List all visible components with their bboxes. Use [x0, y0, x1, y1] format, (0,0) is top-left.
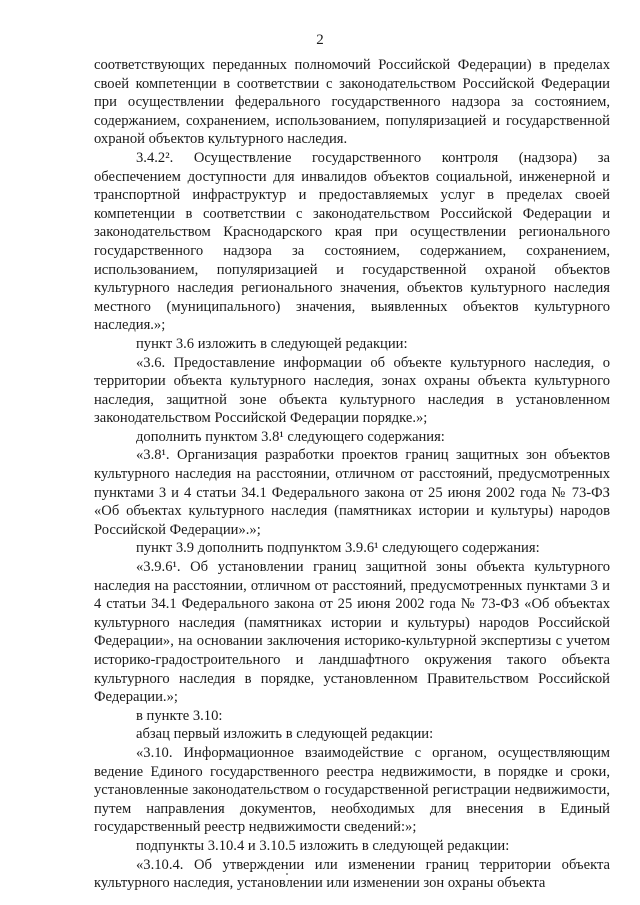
document-body [94, 56, 610, 893]
paragraph: «3.9.6¹. Об установлении границ защитной зоны объекта культурного наследия на расстоянии, отличном от расстояний, предусмотренных пунктами 3 и 4 статьи 34.1 Федерального закона от 25 июня 2002 года № 73-ФЗ «Об объектах культурного наследия (памятниках истории и культуры) народов Российской Федерации», на основании заключения историко-культурной экспертизы с учетом историко-градостроительного и ландшафтного окружения такого объекта культурного наследия в порядке, установленном Правительством Российской Федерации.»; [94, 559, 610, 706]
paragraph: соответствующих переданных полномочий Российской Федерации) в пределах своей компетенции в соответствии с законодательством Российской Федерации при осуществлении федерального государственного надзора за состоянием, содержанием, сохранением, использованием, популяризацией и государственной охраной объектов культурного наследия. [94, 57, 610, 148]
paragraph: «3.10.4. Об утверждении или изменении границ территории объекта культурного наследия, установлении или изменении зон охраны объекта [94, 856, 610, 892]
paragraph: «3.10. Информационное взаимодействие с органом, осуществляющим ведение Единого государственного реестра недвижимости, в порядке и сроки, установленные законодательством о государственной регистрации недвижимости, путем направления документов, необходимых для внесения в Единый государственный реестр недвижимости сведений:»; [94, 744, 610, 836]
paragraph: пункт 3.6 изложить в следующей редакции: [136, 335, 408, 352]
paragraph: абзац первый изложить в следующей редакции: [136, 726, 434, 743]
paragraph: «3.8¹. Организация разработки проектов границ защитных зон объектов культурного наследия на расстоянии, отличном от расстояний, предусмотренных пунктами 3 и 4 статьи 34.1 Федерального закона от 25 июня 2002 года № 73-ФЗ «Об объектах культурного наследия (памятниках истории и культуры) народов Российской Федерации».»; [94, 447, 610, 538]
paragraph: 3.4.2². Осуществление государственного контроля (надзора) за обеспечением доступности для инвалидов объектов социальной, инженерной и транспортной инфраструктур и предоставляемых услуг в пределах своей компетенции в соответствии с законодательством Российской Федерации и законодательством Краснодарского края при осуществлении регионального государственного надзора за состоянием, содержанием, сохранением, использованием, популяризацией и государственной охраной объектов культурного наследия регионального значения, объектов культурного наследия местного (муниципального) значения, выявленных объектов культурного наследия.»; [94, 149, 610, 334]
page-number: 2 [316, 32, 324, 48]
paragraph: подпункты 3.10.4 и 3.10.5 изложить в следующей редакции: [136, 837, 510, 854]
paragraph: дополнить пунктом 3.8¹ следующего содержания: [136, 428, 445, 445]
paragraph: пункт 3.9 дополнить подпунктом 3.9.6¹ следующего содержания: [136, 540, 540, 557]
scan-dot [286, 873, 288, 875]
paragraph: в пункте 3.10: [136, 707, 223, 724]
paragraph: «3.6. Предоставление информации об объекте культурного наследия, о территории объекта культурного наследия, зонах охраны объекта культурного наследия, защитной зоне объекта культурного наследия в установленном законодательством Российской Федерации порядке.»; [94, 354, 610, 427]
